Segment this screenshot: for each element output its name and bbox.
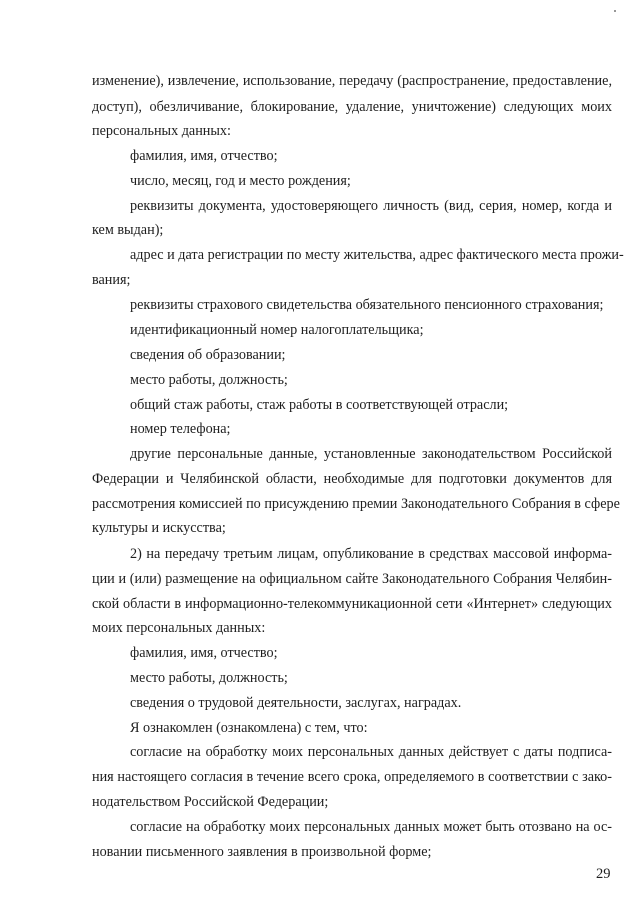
list-item-text: идентификационный номер налогоплательщика; xyxy=(130,322,424,338)
list-item-text: согласие на обработку моих персональных данных может быть отозвано на ос- xyxy=(130,819,612,835)
list-item-text: число, месяц, год и место рождения; xyxy=(130,173,351,189)
list-item-text: сведения о трудовой деятельности, заслугах, наградах. xyxy=(130,695,462,711)
list-item-text: адрес и дата регистрации по месту жительства, адрес фактического места прожи- xyxy=(130,247,624,263)
text-line: культуры и искусства; xyxy=(92,520,226,536)
list-item-text: фамилия, имя, отчество; xyxy=(130,148,278,164)
paragraph-start: 2) на передачу третьим лицам, опубликование в средствах массовой информа- xyxy=(130,546,612,562)
scan-speck xyxy=(614,10,616,12)
text-line: доступ), обезличивание, блокирование, удаление, уничтожение) следующих моих xyxy=(92,99,612,115)
text-line: ния настоящего согласия в течение всего срока, определяемого в соответствии с зако- xyxy=(92,769,612,785)
text-line: вания; xyxy=(92,272,131,288)
list-item-text: реквизиты страхового свидетельства обязательного пенсионного страхования; xyxy=(130,297,604,313)
list-item-text: место работы, должность; xyxy=(130,670,288,686)
page-number: 29 xyxy=(596,866,611,882)
list-item-text: сведения об образовании; xyxy=(130,347,286,363)
text-line: ской области в информационно-телекоммуникационной сети «Интернет» следующих xyxy=(92,596,612,612)
list-item-text: согласие на обработку моих персональных данных действует с даты подписа- xyxy=(130,744,612,760)
list-item-text: номер телефона; xyxy=(130,421,231,437)
text-line: нодательством Российской Федерации; xyxy=(92,794,329,810)
text-line: новании письменного заявления в произвольной форме; xyxy=(92,844,432,860)
text-line: изменение), извлечение, использование, передачу (распространение, предоставление, xyxy=(92,73,612,89)
text-line: моих персональных данных: xyxy=(92,620,266,636)
text-line: кем выдан); xyxy=(92,222,164,238)
list-item-text: фамилия, имя, отчество; xyxy=(130,645,278,661)
list-item-text: место работы, должность; xyxy=(130,372,288,388)
text-line: рассмотрения комиссией по присуждению премии Законодательного Собрания в сфере xyxy=(92,496,620,512)
text-line: Федерации и Челябинской области, необходимые для подготовки документов для xyxy=(92,471,612,487)
list-item-text: реквизиты документа, удостоверяющего личность (вид, серия, номер, когда и xyxy=(130,198,612,214)
text-line: ции и (или) размещение на официальном сайте Законодательного Собрания Челябин- xyxy=(92,571,612,587)
text-line: персональных данных: xyxy=(92,123,231,139)
paragraph-start: Я ознакомлен (ознакомлена) с тем, что: xyxy=(130,720,368,736)
list-item-text: другие персональные данные, установленные законодательством Российской xyxy=(130,446,612,462)
list-item-text: общий стаж работы, стаж работы в соответствующей отрасли; xyxy=(130,397,509,413)
